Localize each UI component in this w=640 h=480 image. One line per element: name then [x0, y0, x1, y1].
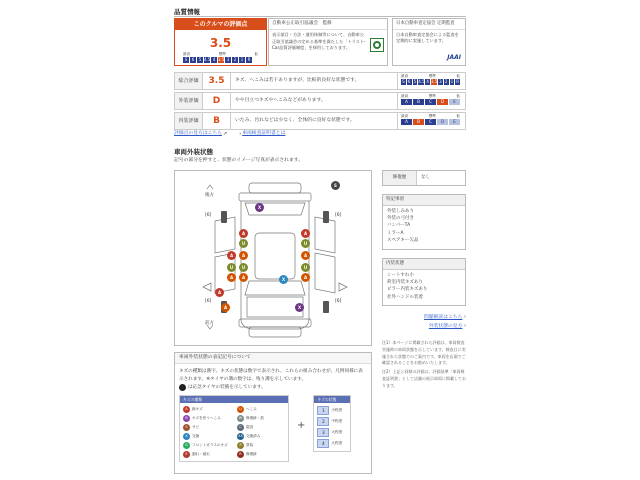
jaai-name: 日本自動車査定協会 定期監査: [393, 19, 465, 30]
evaluation-row-desc: やや目立つキズやへこみなどがあります。: [235, 97, 326, 103]
special-note-item: バンパーTA: [387, 223, 411, 229]
legend-type-icon: W: [238, 416, 243, 421]
legend-type-item: [237, 406, 285, 413]
score-scale-step: 1: [240, 57, 244, 63]
scale-high-label: 最高: [401, 114, 409, 118]
legend-type-item: [183, 442, 231, 449]
chevron-right-icon: ›: [464, 314, 466, 320]
legend-size-number: 4: [317, 439, 329, 448]
special-note-item: スペアキー欠品: [387, 237, 419, 243]
evaluation-row-label: 内装評価: [175, 113, 203, 129]
legend-size-number: 2: [317, 417, 329, 426]
score-badge-title: このクルマの評価点: [175, 19, 266, 30]
evaluation-scale-step: C: [425, 99, 436, 105]
evaluation-row-label: 外装評価: [175, 93, 203, 109]
evaluation-scale-step: 4: [426, 78, 429, 84]
evaluation-row-grade: B: [203, 113, 231, 129]
evaluation-scale-step: R: [456, 78, 460, 84]
legend-type-icon: S: [183, 424, 190, 431]
damage-marker[interactable]: X: [279, 275, 288, 284]
legend-type-item: [237, 415, 285, 422]
legend-type-icon: E: [183, 451, 190, 458]
score-scale-step: 3: [226, 57, 230, 63]
score-scale-step: 6: [191, 57, 195, 63]
evaluation-row-label: 総合評価: [175, 73, 203, 89]
scale-low-label: 低: [254, 52, 258, 57]
damage-marker[interactable]: U: [239, 239, 248, 248]
legend-type-label: 割れ・破れ: [192, 452, 210, 457]
evaluation-scale-step: A: [401, 99, 412, 105]
evaluation-scale: [401, 79, 460, 85]
legend-type-icon: XX: [238, 434, 243, 439]
evaluation-scale-step: 2: [444, 78, 448, 84]
score-scale: [183, 57, 258, 63]
evaluation-scale-step: 1: [450, 78, 454, 84]
legend-type-icon: B: [183, 415, 190, 422]
evaluation-scale-step: 3.5: [431, 78, 438, 84]
evaluation-row-scale: [397, 113, 463, 129]
legend-type-label: へこみ: [246, 407, 257, 412]
score-scale-step: 5: [198, 57, 202, 63]
interior-item: 荷室内装キズあり: [387, 280, 423, 286]
legend-type-label: 線キズ: [192, 407, 203, 412]
evaluation-row-desc: キズ、へこみは若干ありますが、比較的良好な状態です。: [235, 77, 360, 83]
evaluation-scale-step: E: [449, 99, 460, 105]
special-note-item: 外装しみあり: [387, 209, 414, 215]
legend-type-label: 修理跡・波: [246, 416, 264, 421]
damage-marker[interactable]: A: [239, 251, 248, 260]
evaluation-scale-step: B: [413, 99, 424, 105]
legend-type-icon: A: [183, 406, 190, 413]
damage-marker[interactable]: A: [221, 303, 230, 312]
damage-marker[interactable]: A: [239, 273, 248, 282]
sizes-list: [314, 403, 350, 451]
association-name: 自動車公正取引協議会 監修: [269, 19, 387, 30]
legend-type-icon: U: [237, 406, 244, 413]
types-head: キズの種類: [180, 396, 288, 403]
legend-type-label: 交換: [192, 434, 200, 439]
spare-tire-icon: [179, 384, 186, 391]
scale-low-label: 低: [456, 114, 460, 118]
interior-box: [382, 258, 466, 306]
score-guide-link[interactable]: 評価点の見方はこちら: [174, 131, 222, 137]
score-scale-step: 4.5: [204, 57, 211, 63]
plus-icon: +: [297, 420, 306, 432]
damage-marker[interactable]: X: [255, 203, 264, 212]
damage-marker[interactable]: U: [301, 263, 310, 272]
scale-high-label: 最高: [401, 94, 409, 98]
front-label: 前方: [205, 321, 214, 326]
legend-type-label: 塗装: [246, 443, 254, 448]
types-grid: [180, 403, 288, 461]
legend-size-number: 1: [317, 406, 329, 415]
scale-low-label: 低: [456, 94, 460, 98]
damage-marker[interactable]: A: [301, 251, 310, 260]
evaluation-row-scale: [397, 73, 463, 89]
footnote: 注1）本ページに掲載された評価は、車両検査実施時の車両状態を示しています。検査日に実施された状態でのご案内です。車両を店頭でご確認されることをお勧めいたします。: [382, 340, 466, 366]
legend-type-item: [183, 424, 231, 431]
legend-type-icon: R: [237, 451, 244, 458]
legend-type-label: フロントガラスのキズ: [192, 443, 228, 448]
damage-marker[interactable]: U: [239, 263, 248, 272]
legend-size-number: 3: [317, 428, 329, 437]
score-scale-step: 3.5: [218, 57, 225, 63]
quality-links: [174, 131, 285, 138]
special-note-item: ミラーA: [387, 230, 404, 236]
damage-marker[interactable]: A: [301, 229, 310, 238]
legend-type-icon: G: [183, 442, 190, 449]
issue-guide-link[interactable]: 問題解説はこちら: [424, 315, 463, 320]
evaluation-row-grade: 3.5: [203, 73, 231, 89]
score-scale-step: 4: [212, 57, 216, 63]
evaluation-scale-step: D: [437, 119, 448, 125]
legend-size-label: 小程度: [331, 408, 343, 413]
interior-list: [383, 270, 465, 303]
evaluation-scale-step: B: [413, 119, 424, 125]
exterior-guide-link[interactable]: 外装状態の見方: [428, 324, 463, 330]
tire-rear-left-depth: [6]: [205, 213, 212, 218]
evaluation-scale-step: E: [449, 119, 460, 125]
association-box: [268, 18, 388, 66]
legend-type-label: 腐食: [246, 425, 254, 430]
jaai-box: [392, 18, 466, 66]
damage-marker[interactable]: U: [301, 239, 310, 248]
legend-type-label: キズを伴うへこみ: [192, 416, 221, 421]
evaluation-scale-step: S: [402, 78, 405, 84]
legend-title: 車両外装状態の表記記号について: [175, 353, 371, 364]
legend-type-item: [183, 415, 231, 422]
scale-high-label: 最高: [401, 74, 409, 78]
scale-standard-label: 標準: [428, 74, 436, 78]
exterior-section-title: 車両外装状態: [174, 148, 213, 156]
legend-type-item: [237, 451, 285, 458]
special-note-item: 外装の弓付き: [387, 216, 414, 222]
damage-marker[interactable]: A: [239, 229, 248, 238]
association-text: 表示項目・方法・運用体制等について、自動車公正取引協議会の定める基準を満たした「トラスト-Car品質評価制度」を採用しております。: [272, 32, 366, 51]
jaai-logo-icon: JAAI: [447, 53, 461, 61]
legend-size-label: 大程度: [331, 441, 343, 446]
evaluation-scale-step: C: [425, 119, 436, 125]
score-badge-value: 3.5: [209, 36, 232, 50]
scale-high-label: 最高: [183, 52, 191, 57]
score-scale-step: R: [247, 57, 251, 63]
footnote: 注2）上記と同様の評価は、評価基準「車両検査証明書」として店舗の展示車両に掲載しております。: [382, 369, 466, 388]
damage-marker[interactable]: S: [331, 181, 340, 190]
legend-panel: [174, 352, 372, 474]
evaluation-table: [174, 72, 466, 132]
evaluation-scale-step: D: [437, 99, 448, 105]
section-divider: [174, 16, 466, 17]
tire-front-left-depth: [6]: [205, 299, 212, 304]
chevron-right-icon: ›: [239, 131, 242, 137]
legend-size-label: 中程度: [331, 419, 343, 424]
evaluation-scale-step: 4.5: [418, 78, 425, 84]
interior-item: 社外ハンドル装着: [387, 294, 423, 300]
legend-type-icon: X: [183, 433, 190, 440]
interior-item: シートすれ小: [387, 273, 414, 279]
legend-size-item: [317, 439, 347, 448]
special-notes-box: [382, 194, 466, 250]
scale-standard-label: 標準: [428, 114, 436, 118]
score-scale-step: S: [184, 57, 188, 63]
damage-marker[interactable]: A: [215, 288, 224, 297]
legend-type-icon: C: [237, 424, 244, 431]
legend-type-item: [183, 451, 231, 458]
scale-standard-label: 標準: [218, 52, 226, 57]
size-head: キズの状態: [314, 396, 350, 403]
evaluation-scale-step: 3: [439, 78, 442, 84]
tire-front-right-depth: [6]: [335, 299, 342, 304]
legend-type-icon: P: [237, 442, 244, 449]
evaluation-scale-step: 6: [407, 78, 411, 84]
special-notes-title: 特記事項: [383, 195, 465, 206]
quality-section-title: 品質情報: [174, 8, 200, 16]
interior-title: 内装状態: [383, 259, 465, 270]
legend-type-item: [237, 433, 285, 440]
legend-size-item: [317, 428, 347, 437]
evaluation-row: [174, 72, 466, 90]
footnotes: [382, 340, 466, 392]
evaluation-row: [174, 92, 466, 110]
special-notes-list: [383, 206, 465, 246]
legend-type-label: 交換済み: [246, 434, 261, 439]
rear-label: 後方: [205, 193, 214, 198]
tire-rear-right-depth: [6]: [335, 213, 342, 218]
legend-size-item: [317, 417, 347, 426]
legend-size-item: [317, 406, 347, 415]
legend-type-label: サビ: [192, 425, 200, 430]
association-logo-icon: [370, 38, 384, 52]
chevron-right-icon: ›: [464, 323, 466, 330]
evaluation-row-scale: [397, 93, 463, 109]
legend-type-item: [237, 424, 285, 431]
legend-text: キズの種類は漢字、キズの状態は数字で表示され、これらの組み合わせが、凡例同様に表示されます。※タイヤの溝の数字は、残り溝を示しています。: [179, 369, 363, 382]
damage-marker[interactable]: X: [295, 303, 304, 312]
repair-history-value: なし: [421, 174, 430, 180]
damage-marker[interactable]: A: [227, 273, 236, 282]
legend-type-item: [237, 442, 285, 449]
evaluation-scale: [401, 119, 460, 125]
evaluation-row-grade: D: [203, 93, 231, 109]
damage-marker[interactable]: A: [301, 273, 310, 282]
score-scale-step: 2: [233, 57, 237, 63]
damage-marker[interactable]: U: [227, 263, 236, 272]
car-diagram-panel: [174, 170, 372, 346]
legend-type-label: 修理跡: [246, 452, 257, 457]
evaluation-scale-step: 5: [413, 78, 417, 84]
legend-type-item: [183, 433, 231, 440]
evaluation-scale: [401, 99, 460, 105]
evaluation-row-desc: いたみ、汚れなどは少なく、全体的に良好な状態です。: [235, 117, 355, 123]
inspection-report-link[interactable]: 車両検査証明書とは: [242, 131, 286, 137]
damage-marker[interactable]: A: [227, 251, 236, 260]
jaai-text: 日本自動車査定協会による監査を定期的に実施しています。: [396, 31, 459, 44]
interior-item: ピラー内装キズあり: [387, 287, 428, 293]
repair-history-box: [382, 170, 466, 186]
exterior-note: 記号の部分を押すと、状態のイメージ写真が表示されます。: [174, 158, 303, 163]
evaluation-scale-step: A: [401, 119, 412, 125]
spare-tire-note: は応急タイヤの装備を示しています。: [188, 384, 266, 390]
scale-standard-label: 標準: [428, 94, 436, 98]
legend-type-item: [183, 406, 231, 413]
scale-low-label: 低: [456, 74, 460, 78]
evaluation-row: [174, 112, 466, 130]
exterior-links: [382, 314, 466, 331]
popup-icon: ↗: [222, 131, 228, 137]
legend-size-label: 大程度: [331, 430, 343, 435]
repair-history-label: 修復歴: [383, 171, 417, 185]
score-badge: [174, 18, 267, 66]
